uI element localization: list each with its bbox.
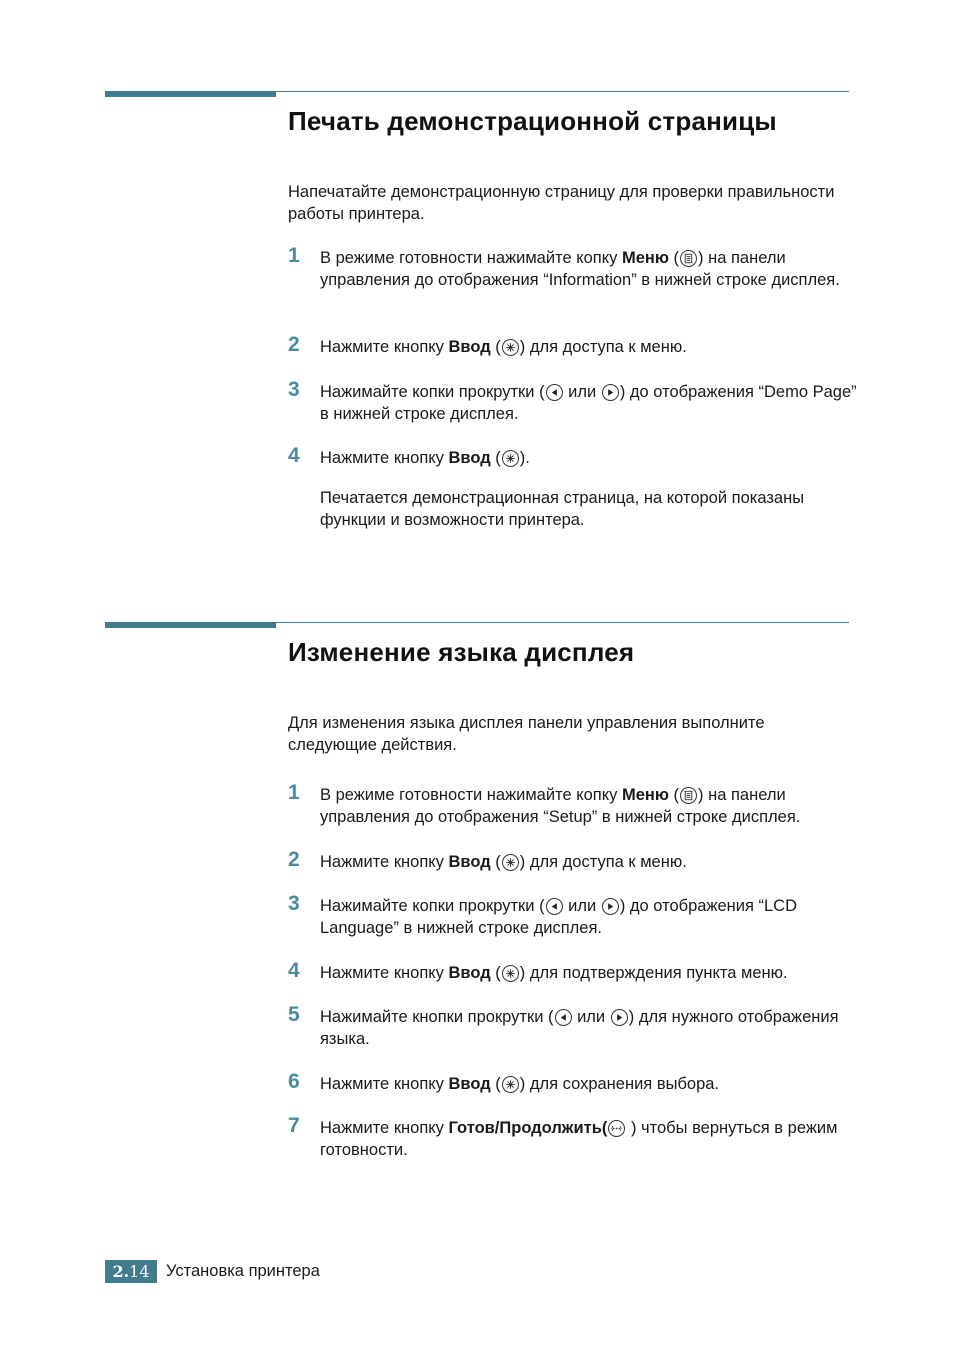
step-number: 3 <box>288 892 300 915</box>
enter-button-icon <box>502 1076 519 1093</box>
step-text: Нажимайте копки прокрутки ( или ) до отображения “Demo Page” в нижней строке дисплея. <box>320 383 857 423</box>
step-text: Нажмите кнопку Ввод ( ) для сохранения выбора. <box>320 1075 720 1093</box>
enter-button-icon <box>502 450 519 467</box>
step-text: Нажмите кнопку Ввод ( ) для доступа к меню. <box>320 853 687 871</box>
section-intro: Для изменения языка дисплея панели управления выполните следующие действия. <box>288 714 765 754</box>
step-number: 4 <box>288 959 300 982</box>
section-divider-2 <box>105 622 849 630</box>
section-title: Печать демонстрационной страницы <box>288 106 777 136</box>
scroll-left-icon <box>546 384 563 401</box>
section-display-language <box>288 636 853 1159</box>
menu-button-icon <box>680 787 697 804</box>
scroll-right-icon <box>602 384 619 401</box>
section-demo-page <box>288 105 857 529</box>
enter-button-icon <box>502 339 519 356</box>
step-number: 1 <box>288 244 300 267</box>
step-number: 5 <box>288 1003 300 1026</box>
section-divider-1 <box>105 91 849 99</box>
step-number: 3 <box>288 378 300 401</box>
scroll-right-icon <box>602 898 619 915</box>
step-text: Нажимайте кнопки прокрутки ( или ) для нужного отображения языка. <box>320 1008 839 1048</box>
step-text: Нажмите кнопку Готов/Продолжить( ) чтобы вернуться в режим готовности. <box>320 1119 838 1159</box>
step-note: Печатается демонстрационная страница, на которой показаны функции и возможности принтера. <box>320 489 805 529</box>
section-title: Изменение языка дисплея <box>288 637 635 667</box>
step-text: Нажмите кнопку Ввод ( ). <box>320 449 530 467</box>
enter-button-icon <box>502 965 519 982</box>
page-number-badge <box>105 1260 157 1283</box>
menu-button-icon <box>680 250 697 267</box>
step-number: 7 <box>288 1114 300 1137</box>
step-text: Нажимайте копки прокрутки ( или ) до отображения “LCD Language” в нижней строке дисплея. <box>320 897 798 937</box>
chapter-number: 2. <box>112 1261 130 1281</box>
footer-chapter-title: Установка принтера <box>166 1261 320 1280</box>
page-footer <box>105 1259 320 1283</box>
step-text: В режиме готовности нажимайте копку Меню ( ) на панели управления до отображения “Setup” в нижней строке дисплея. <box>320 786 801 826</box>
step-text: Нажмите кнопку Ввод ( ) для доступа к меню. <box>320 338 687 356</box>
scroll-left-icon <box>546 898 563 915</box>
step-number: 1 <box>288 781 300 804</box>
scroll-left-icon <box>555 1009 572 1026</box>
step-number: 2 <box>288 848 300 871</box>
start-stop-button-icon <box>608 1120 625 1137</box>
step-text: В режиме готовности нажимайте копку Меню ( ) на панели управления до отображения “Information” в нижней строке дисплея. <box>320 249 840 289</box>
step-number: 4 <box>288 444 300 467</box>
step-number: 6 <box>288 1070 300 1093</box>
page-number: 14 <box>129 1261 150 1281</box>
scroll-right-icon <box>611 1009 628 1026</box>
step-number: 2 <box>288 333 300 356</box>
section-intro: Напечатайте демонстрационную страницу для проверки правильности работы принтера. <box>288 183 835 223</box>
enter-button-icon <box>502 854 519 871</box>
step-text: Нажмите кнопку Ввод ( ) для подтверждения пункта меню. <box>320 964 788 982</box>
